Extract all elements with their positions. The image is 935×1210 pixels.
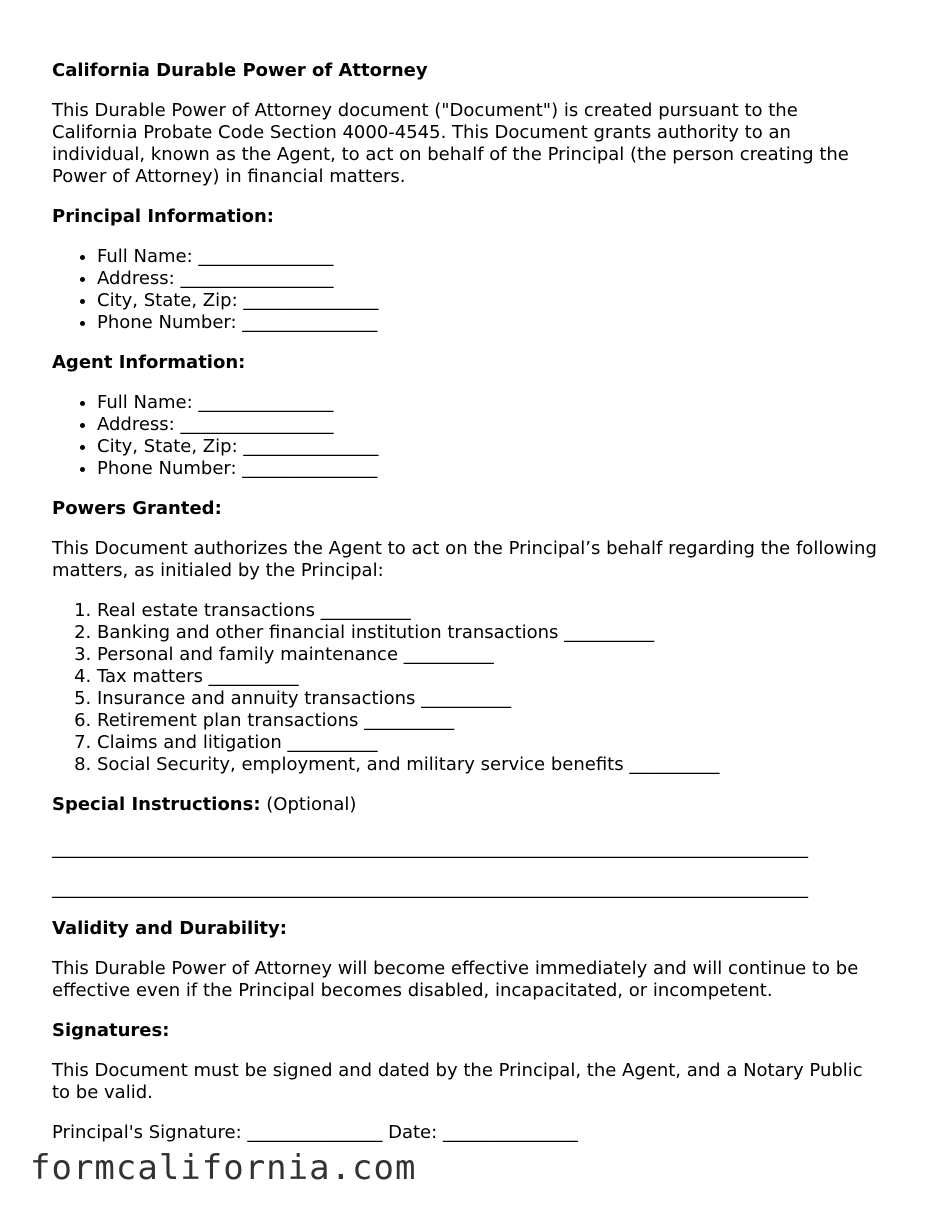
power-item: 5. Insurance and annuity transactions __________ — [97, 688, 882, 710]
power-item: 3. Personal and family maintenance __________ — [97, 644, 882, 666]
special-heading: Special Instructions: — [52, 794, 261, 815]
powers-intro: This Document authorizes the Agent to act on the Principal’s behalf regarding the following matters, as initialed by the Principal: — [52, 538, 877, 581]
special-line-1: ____________________________________________________________________________________ — [52, 838, 808, 859]
validity-heading: Validity and Durability: — [52, 918, 287, 939]
power-item: 8. Social Security, employment, and military service benefits __________ — [97, 754, 882, 776]
power-item: 6. Retirement plan transactions __________ — [97, 710, 882, 732]
agent-address: • Address: _________________ — [97, 414, 882, 436]
agent-phone: • Phone Number: _______________ — [97, 458, 882, 480]
principal-city-state-zip: • City, State, Zip: _______________ — [97, 290, 882, 312]
principal-phone: • Phone Number: _______________ — [97, 312, 882, 334]
agent-city-state-zip: • City, State, Zip: _______________ — [97, 436, 882, 458]
site-watermark: formcalifornia.com — [30, 1148, 417, 1188]
principal-address: • Address: _________________ — [97, 268, 882, 290]
special-line-2: ____________________________________________________________________________________ — [52, 878, 808, 899]
powers-heading: Powers Granted: — [52, 498, 222, 519]
validity-text: This Durable Power of Attorney will become effective immediately and will continue to be effective even if the Principal becomes disabled, incapacitated, or incompetent. — [52, 958, 859, 1001]
intro-paragraph: This Durable Power of Attorney document ("Document") is created pursuant to the California Probate Code Section 4000-4545. This Document grants authority to an individual, known as the Agent, to act on behalf of the Principal (the person creating the Power of Attorney) in financial matters. — [52, 100, 849, 187]
power-item: 4. Tax matters __________ — [97, 666, 882, 688]
document-page — [52, 60, 882, 1162]
agent-full-name: • Full Name: _______________ — [97, 392, 882, 414]
power-item: 7. Claims and litigation __________ — [97, 732, 882, 754]
principal-full-name: • Full Name: _______________ — [97, 246, 882, 268]
agent-list — [52, 392, 882, 480]
agent-heading: Agent Information: — [52, 352, 246, 373]
powers-list — [52, 600, 882, 776]
power-item: 1. Real estate transactions __________ — [97, 600, 882, 622]
power-item: 2. Banking and other financial institution transactions __________ — [97, 622, 882, 644]
special-instructions — [52, 794, 882, 816]
principal-heading: Principal Information: — [52, 206, 275, 227]
document-title: California Durable Power of Attorney — [52, 60, 428, 81]
signatures-text: This Document must be signed and dated by the Principal, the Agent, and a Notary Public to be valid. — [52, 1060, 863, 1103]
principal-list — [52, 246, 882, 334]
special-note: (Optional) — [266, 794, 357, 815]
principal-signature-line: Principal's Signature: _______________ Date: _______________ — [52, 1122, 578, 1143]
signatures-heading: Signatures: — [52, 1020, 170, 1041]
